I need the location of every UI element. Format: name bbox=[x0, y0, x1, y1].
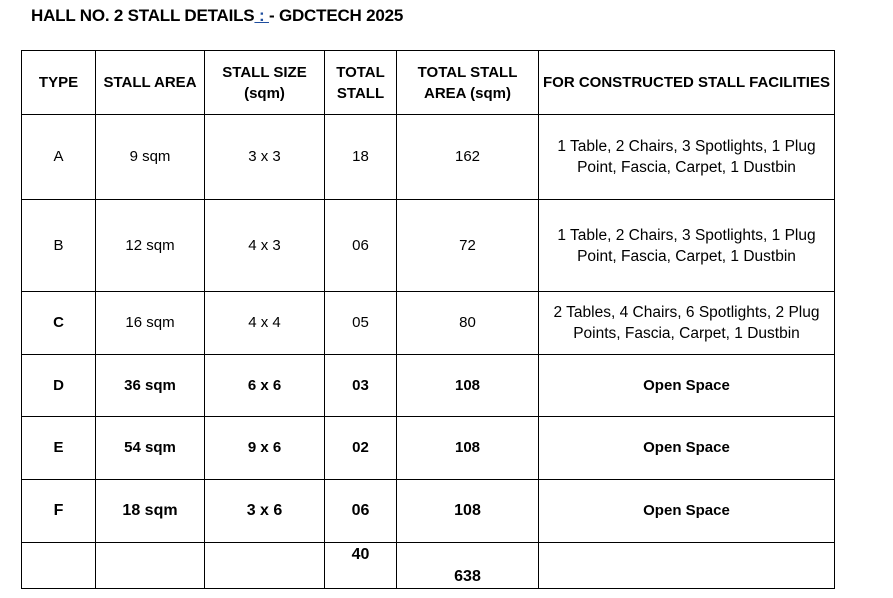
cell-total: 108 bbox=[397, 417, 539, 480]
cell-total: 162 bbox=[397, 115, 539, 200]
header-total-stall: TOTAL STALL bbox=[325, 51, 397, 115]
cell-area: 16 sqm bbox=[96, 292, 205, 355]
cell-area: 36 sqm bbox=[96, 355, 205, 417]
table-row bbox=[22, 292, 835, 355]
cell-count: 06 bbox=[325, 480, 397, 543]
cell-facilities: 1 Table, 2 Chairs, 3 Spotlights, 1 Plug Point, Fascia, Carpet, 1 Dustbin bbox=[539, 200, 835, 292]
cell-facilities: Open Space bbox=[539, 417, 835, 480]
totals-row bbox=[22, 543, 835, 589]
cell-area: 18 sqm bbox=[96, 480, 205, 543]
cell-total: 108 bbox=[397, 480, 539, 543]
cell-total: 80 bbox=[397, 292, 539, 355]
cell-type: B bbox=[22, 200, 96, 292]
cell-facilities: Open Space bbox=[539, 480, 835, 543]
cell-facilities: 1 Table, 2 Chairs, 3 Spotlights, 1 Plug Point, Fascia, Carpet, 1 Dustbin bbox=[539, 115, 835, 200]
page-title bbox=[31, 6, 403, 26]
cell-size: 4 x 4 bbox=[205, 292, 325, 355]
table-row bbox=[22, 200, 835, 292]
title-separator: : bbox=[254, 6, 269, 25]
header-row bbox=[22, 51, 835, 115]
header-facilities: FOR CONSTRUCTED STALL FACILITIES bbox=[539, 51, 835, 115]
table-row bbox=[22, 355, 835, 417]
cell-size: 4 x 3 bbox=[205, 200, 325, 292]
cell-area: 12 sqm bbox=[96, 200, 205, 292]
cell-type: A bbox=[22, 115, 96, 200]
cell-count: 18 bbox=[325, 115, 397, 200]
cell-total: 72 bbox=[397, 200, 539, 292]
cell-empty bbox=[539, 543, 835, 589]
cell-empty bbox=[205, 543, 325, 589]
cell-size: 9 x 6 bbox=[205, 417, 325, 480]
cell-total: 108 bbox=[397, 355, 539, 417]
cell-type: F bbox=[22, 480, 96, 543]
cell-size: 3 x 3 bbox=[205, 115, 325, 200]
total-stall-area: 638 bbox=[397, 543, 539, 589]
cell-area: 9 sqm bbox=[96, 115, 205, 200]
table-row bbox=[22, 480, 835, 543]
total-stall-count: 40 bbox=[325, 543, 397, 589]
cell-facilities: 2 Tables, 4 Chairs, 6 Spotlights, 2 Plug Points, Fascia, Carpet, 1 Dustbin bbox=[539, 292, 835, 355]
cell-type: E bbox=[22, 417, 96, 480]
cell-area: 54 sqm bbox=[96, 417, 205, 480]
cell-type: D bbox=[22, 355, 96, 417]
cell-empty bbox=[96, 543, 205, 589]
title-suffix: - GDCTECH 2025 bbox=[268, 6, 404, 25]
header-stall-area: STALL AREA bbox=[96, 51, 205, 115]
cell-count: 03 bbox=[325, 355, 397, 417]
cell-size: 6 x 6 bbox=[205, 355, 325, 417]
cell-size: 3 x 6 bbox=[205, 480, 325, 543]
cell-count: 02 bbox=[325, 417, 397, 480]
header-type: TYPE bbox=[22, 51, 96, 115]
table-row bbox=[22, 417, 835, 480]
cell-type: C bbox=[22, 292, 96, 355]
header-total-area: TOTAL STALL AREA (sqm) bbox=[397, 51, 539, 115]
title-prefix: HALL NO. 2 STALL DETAILS bbox=[31, 6, 255, 25]
table-row bbox=[22, 115, 835, 200]
cell-empty bbox=[22, 543, 96, 589]
cell-count: 06 bbox=[325, 200, 397, 292]
stall-details-table bbox=[21, 50, 835, 589]
cell-facilities: Open Space bbox=[539, 355, 835, 417]
header-stall-size: STALL SIZE (sqm) bbox=[205, 51, 325, 115]
cell-count: 05 bbox=[325, 292, 397, 355]
